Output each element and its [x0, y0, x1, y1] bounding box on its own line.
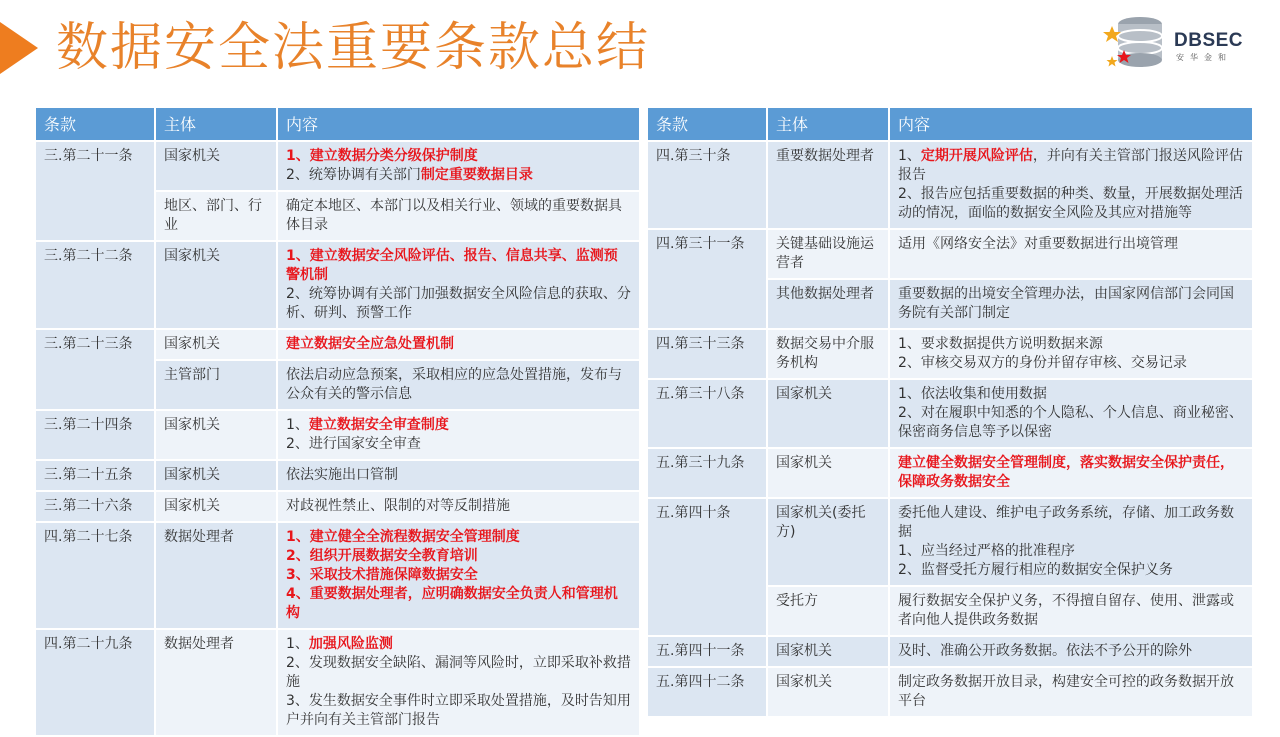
content-line	[286, 166, 631, 185]
content-cell	[890, 330, 1252, 378]
content-cell	[278, 192, 639, 240]
subject-cell: 国家机关	[156, 242, 278, 328]
clause-cell: 三.第二十二条	[36, 242, 156, 328]
subject-cell: 地区、部门、行业	[156, 192, 278, 240]
content-text: 1、	[286, 636, 309, 652]
content-line	[898, 235, 1244, 254]
content-text: 适用《网络安全法》对重要数据进行出境管理	[898, 236, 1178, 252]
highlight-text: 定期开展风险评估	[920, 148, 1033, 164]
content-text: 2、对在履职中知悉的个人隐私、个人信息、商业秘密、保密商务信息等予以保密	[898, 405, 1243, 440]
content-text: ，并向有关主管部门报送风险评估报告	[898, 148, 1243, 183]
highlight-text: 2、组织开展数据安全教育培训	[286, 548, 478, 564]
header-subject: 主体	[768, 108, 890, 140]
content-text: 1、应当经过严格的批准程序	[898, 543, 1075, 559]
table-row	[648, 142, 1252, 228]
content-cell	[890, 380, 1252, 447]
header-content: 内容	[278, 108, 639, 140]
highlight-text: 制定重要数据目录	[420, 167, 533, 183]
content-line	[898, 454, 1244, 492]
content-cell	[278, 142, 639, 190]
content-line	[898, 504, 1244, 542]
table-row	[36, 461, 639, 490]
clause-cell: 五.第三十八条	[648, 380, 768, 447]
table-row	[36, 630, 639, 735]
clause-cell: 五.第四十条	[648, 499, 768, 635]
content-text: 1、要求数据提供方说明数据来源	[898, 336, 1103, 352]
clause-cell: 四.第二十九条	[36, 630, 156, 735]
highlight-text: 加强风险监测	[308, 636, 393, 652]
right-clause-table	[648, 106, 1252, 718]
highlight-text: 建立数据安全审查制度	[308, 417, 449, 433]
content-line	[286, 247, 631, 285]
header-clause: 条款	[648, 108, 768, 140]
content-line	[898, 404, 1244, 442]
clause-cell: 四.第三十一条	[648, 230, 768, 328]
content-text: 确定本地区、本部门以及相关行业、领域的重要数据具体目录	[286, 198, 622, 233]
clause-cell: 五.第四十二条	[648, 668, 768, 716]
subject-cell: 数据交易中介服务机构	[768, 330, 890, 378]
content-cell	[890, 280, 1252, 328]
subject-cell: 数据处理者	[156, 523, 278, 628]
content-line	[898, 335, 1244, 354]
content-text: 委托他人建设、维护电子政务系统，存储、加工政务数据	[898, 505, 1234, 540]
table-row	[36, 142, 639, 190]
content-line	[286, 366, 631, 404]
content-line	[898, 592, 1244, 630]
subject-cell: 国家机关	[156, 492, 278, 521]
clause-cell: 三.第二十三条	[36, 330, 156, 409]
title-arrow-decoration	[0, 22, 38, 74]
table-row	[648, 330, 1252, 378]
table-row	[36, 411, 639, 459]
header-content: 内容	[890, 108, 1252, 140]
clause-cell: 三.第二十六条	[36, 492, 156, 521]
subject-cell: 国家机关	[768, 637, 890, 666]
database-stars-icon	[1102, 12, 1172, 74]
highlight-text: 1、建立健全全流程数据安全管理制度	[286, 529, 520, 545]
content-line	[286, 497, 631, 516]
content-cell	[890, 637, 1252, 666]
clause-cell: 三.第二十四条	[36, 411, 156, 459]
content-cell	[890, 449, 1252, 497]
table-row	[648, 499, 1252, 585]
content-line	[898, 642, 1244, 661]
content-line	[898, 147, 1244, 185]
highlight-text: 1、建立数据安全风险评估、报告、信息共享、监测预警机制	[286, 248, 618, 283]
content-cell	[278, 630, 639, 735]
content-cell	[890, 668, 1252, 716]
table-header-row	[648, 108, 1252, 140]
subject-cell: 国家机关	[768, 380, 890, 447]
table-header-row	[36, 108, 639, 140]
content-text: 2、发现数据安全缺陷、漏洞等风险时，立即采取补救措施	[286, 655, 631, 690]
content-line	[898, 542, 1244, 561]
subject-cell: 主管部门	[156, 361, 278, 409]
content-line	[286, 435, 631, 454]
content-cell	[278, 411, 639, 459]
content-line	[286, 585, 631, 623]
left-clause-table	[36, 106, 639, 737]
content-line	[898, 561, 1244, 580]
content-text: 制定政务数据开放目录，构建安全可控的政务数据开放平台	[898, 674, 1234, 709]
subject-cell: 国家机关(委托方)	[768, 499, 890, 585]
content-line	[286, 635, 631, 654]
table-row	[648, 230, 1252, 278]
subject-cell: 数据处理者	[156, 630, 278, 735]
table-row	[648, 380, 1252, 447]
content-line	[286, 654, 631, 692]
table-row	[36, 242, 639, 328]
highlight-text: 建立健全数据安全管理制度，落实数据安全保护责任，保障政务数据安全	[898, 455, 1234, 490]
content-line	[286, 335, 631, 354]
subject-cell: 重要数据处理者	[768, 142, 890, 228]
subject-cell: 关键基础设施运营者	[768, 230, 890, 278]
content-line	[898, 285, 1244, 323]
content-line	[286, 197, 631, 235]
content-cell	[890, 230, 1252, 278]
content-text: 依法启动应急预案，采取相应的应急处置措施，发布与公众有关的警示信息	[286, 367, 622, 402]
content-line	[286, 285, 631, 323]
content-text: 依法实施出口管制	[286, 467, 398, 483]
highlight-text: 建立数据安全应急处置机制	[286, 336, 454, 352]
content-cell	[890, 499, 1252, 585]
content-text: 1、依法收集和使用数据	[898, 386, 1047, 402]
subject-cell: 国家机关	[156, 330, 278, 359]
content-line	[286, 566, 631, 585]
table-row	[648, 637, 1252, 666]
header-subject: 主体	[156, 108, 278, 140]
table-row	[36, 523, 639, 628]
content-cell	[278, 461, 639, 490]
content-cell	[890, 587, 1252, 635]
content-cell	[890, 142, 1252, 228]
subject-cell: 国家机关	[768, 668, 890, 716]
content-text: 1、	[898, 148, 921, 164]
content-text: 及时、准确公开政务数据。依法不予公开的除外	[898, 643, 1192, 659]
content-line	[898, 385, 1244, 404]
content-line	[898, 673, 1244, 711]
content-text: 1、	[286, 417, 309, 433]
content-text: 2、报告应包括重要数据的种类、数量，开展数据处理活动的情况，面临的数据安全风险及其应对措施等	[898, 186, 1243, 221]
content-line	[898, 185, 1244, 223]
content-line	[286, 466, 631, 485]
highlight-text: 4、重要数据处理者，应明确数据安全负责人和管理机构	[286, 586, 618, 621]
clause-cell: 三.第二十一条	[36, 142, 156, 240]
clause-cell: 五.第三十九条	[648, 449, 768, 497]
header-clause: 条款	[36, 108, 156, 140]
subject-cell: 其他数据处理者	[768, 280, 890, 328]
content-cell	[278, 492, 639, 521]
content-line	[286, 416, 631, 435]
content-line	[286, 692, 631, 730]
content-text: 2、统筹协调有关部门加强数据安全风险信息的获取、分析、研判、预警工作	[286, 286, 631, 321]
logo-text: DBSEC	[1174, 30, 1244, 51]
table-row	[36, 492, 639, 521]
content-cell	[278, 523, 639, 628]
content-text: 2、审核交易双方的身份并留存审核、交易记录	[898, 355, 1187, 371]
content-text: 2、监督受托方履行相应的数据安全保护义务	[898, 562, 1173, 578]
subject-cell: 国家机关	[156, 142, 278, 190]
content-cell	[278, 330, 639, 359]
content-line	[286, 147, 631, 166]
subject-cell: 国家机关	[768, 449, 890, 497]
content-text: 对歧视性禁止、限制的对等反制措施	[286, 498, 510, 514]
logo	[1102, 12, 1252, 74]
clause-cell: 四.第三十三条	[648, 330, 768, 378]
content-line	[286, 547, 631, 566]
clause-cell: 四.第三十条	[648, 142, 768, 228]
content-line	[286, 528, 631, 547]
table-row	[36, 330, 639, 359]
subject-cell: 国家机关	[156, 411, 278, 459]
logo-subtext: 安华金和	[1176, 53, 1232, 62]
highlight-text: 1、建立数据分类分级保护制度	[286, 148, 478, 164]
content-line	[898, 354, 1244, 373]
table-row	[648, 668, 1252, 716]
clause-cell: 四.第二十七条	[36, 523, 156, 628]
content-text: 重要数据的出境安全管理办法，由国家网信部门会同国务院有关部门制定	[898, 286, 1234, 321]
subject-cell: 国家机关	[156, 461, 278, 490]
table-row	[648, 449, 1252, 497]
content-cell	[278, 361, 639, 409]
clause-cell: 五.第四十一条	[648, 637, 768, 666]
content-text: 2、进行国家安全审查	[286, 436, 421, 452]
content-cell	[278, 242, 639, 328]
content-text: 履行数据安全保护义务，不得擅自留存、使用、泄露或者向他人提供政务数据	[898, 593, 1234, 628]
page-title: 数据安全法重要条款总结	[56, 18, 651, 78]
content-text: 3、发生数据安全事件时立即采取处置措施，及时告知用户并向有关主管部门报告	[286, 693, 631, 728]
subject-cell: 受托方	[768, 587, 890, 635]
clause-cell: 三.第二十五条	[36, 461, 156, 490]
content-text: 2、统筹协调有关部门	[286, 167, 421, 183]
highlight-text: 3、采取技术措施保障数据安全	[286, 567, 478, 583]
